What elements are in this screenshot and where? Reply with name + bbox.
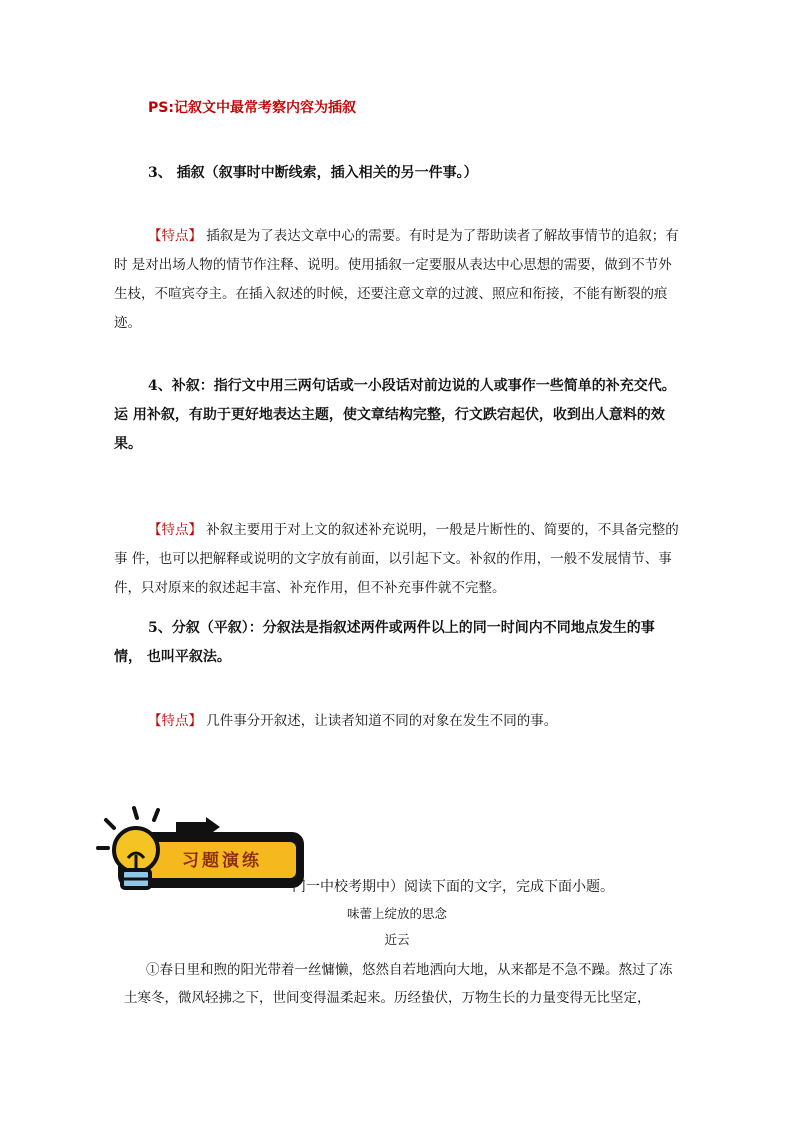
article-paragraph-1: ①春日里和煦的阳光带着一丝慵懒，悠然自若地洒向大地，从来都是不急不躁。熬过了冻土寒冬，微风轻拂之下，世间变得温柔起来。历经蛰伏，万物生长的力量变得无比坚定， (124, 962, 673, 1006)
section-3-heading: 3、 插叙（叙事时中断线索，插入相关的另一件事。） (148, 165, 478, 181)
badge-label: 习题演练 (182, 851, 262, 871)
article-author: 近云 (384, 932, 410, 947)
section-3-text: 插叙是为了表达文章中心的需要。有时是为了帮助读者了解故事情节的追叙；有时 是对出场人物的情节作注释、说明。使用插叙一定要服从表达中心思想的需要，做到不节外生枝，不喧宾夺主。在插入叙述的时候，还要注意文章的过渡、照应和衔接，不能有断裂的痕迹。 (114, 228, 679, 331)
section-3-paragraph (114, 222, 682, 338)
feature-tag: 【特点】 (148, 522, 202, 538)
section-4-text: 补叙主要用于对上文的叙述补充说明，一般是片断性的、简要的，不具备完整的事 件，也可以把解释或说明的文字放有前面，以引起下文。补叙的作用，一般不发展情节、事件，只对原来的叙述起丰富、补充作用，但不补充事件就不完整。 (114, 522, 679, 596)
section-5-heading: 5、分叙（平叙）：分叙法是指叙述两件或两件以上的同一时间内不同地点发生的事情， 也叫平叙法。 (114, 620, 655, 665)
question-intro: 门一中校考期中）阅读下面的文字，完成下面小题。 (292, 879, 614, 895)
feature-tag: 【特点】 (148, 228, 202, 244)
article-title: 味蕾上绽放的思念 (346, 906, 447, 921)
section-4-heading: 4、补叙：指行文中用三两句话或一小段话对前边说的人或事作一些简单的补充交代。运 用补叙，有助于更好地表达主题，使文章结构完整，行文跌宕起伏，收到出人意料的效果。 (114, 378, 676, 452)
feature-tag: 【特点】 (148, 713, 202, 729)
ps-note: PS:记叙文中最常考察内容为插叙 (148, 100, 356, 116)
section-5-text: 几件事分开叙述，让读者知道不同的对象在发生不同的事。 (202, 713, 558, 729)
section-4-paragraph (114, 516, 682, 603)
section-5-paragraph (114, 707, 682, 736)
lightbulb-icon (92, 800, 202, 900)
practice-badge (92, 800, 312, 900)
